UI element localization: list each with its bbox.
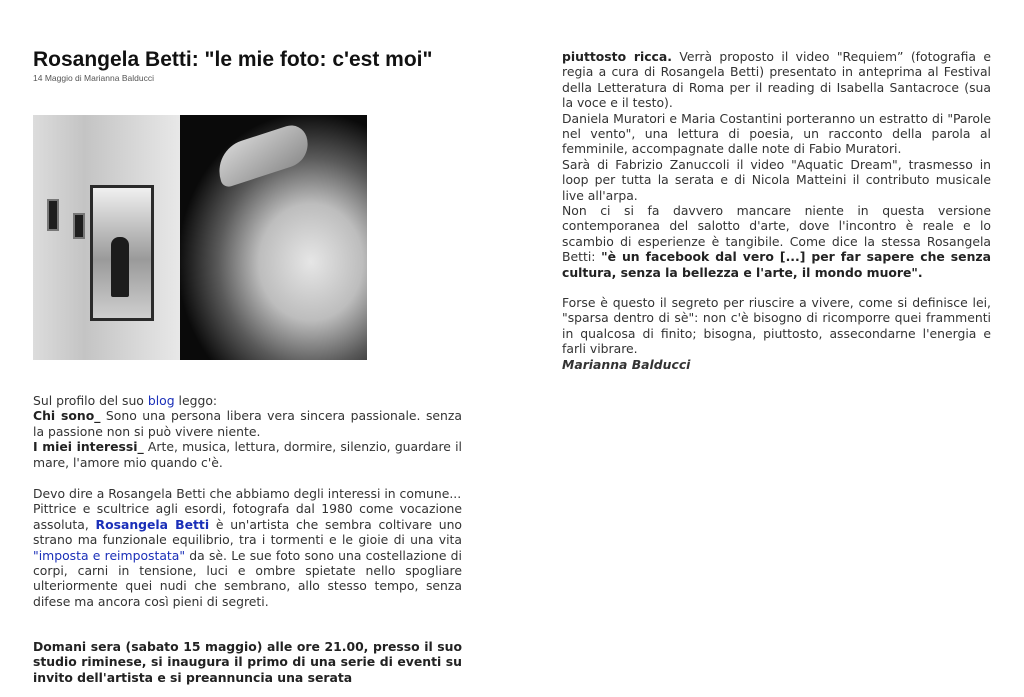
author-signature: Marianna Balducci [562,356,691,372]
article-photo [33,115,367,360]
blog-link[interactable]: blog [147,393,175,408]
paragraph-event: Domani sera (sabato 15 maggio) alle ore 21.00, presso il suo studio riminese, si inaugura il primo di una serie di eventi su invito dell'artista e si preannuncia una serata [33,639,462,685]
imposta-link[interactable]: "imposta e reimpostata" [33,547,186,563]
interessi-label: I miei interessi_ [33,439,144,455]
artist-link[interactable]: Rosangela Betti [95,516,210,532]
article-title: Rosangela Betti: "le mie foto: c'est moi" [33,48,433,71]
photo-figure [111,237,129,297]
paragraph-interessi: Devo dire a Rosangela Betti che abbiamo degli interessi in comune... Pittrice e scultrice agli esordi, fotografa dal 1980 come vocazione assoluta, Rosangela Betti è un'artista che sembra coltivare uno strano ma funzionale equilibrio, tra i tormenti e le gioie di una vita "imposta e reimpostata" da sè. Le sue foto sono una costellazione di corpi, carni in tensione, luci e ombre spietate nello spogliare ulteriormente quei nudi che sembrano, allo stesso tempo, senza difese ma ancora così pieni di segreti. [33,486,463,609]
paragraph-program: piuttosto ricca. Verrà proposto il video "Requiem” (fotografia e regia a cura di Rosangela Betti) presentato in anteprima al Festival della Letteratura di Roma per il reading di Isabella Santacroce (sua la voce e il testo). Daniela Muratori e Maria Costantini porteranno un estratto di "Parole nel vento", una lettura di poesia, un racconto della parola al femminile, accompagnate dalle note di Fabio Muratori. Sarà di Fabrizio Zanuccoli il video "Aquatic Dream", trasmesso in loop per tutta la serata e di Nicola Matteini il contributo musicale live all'arpa. Non ci si fa davvero mancare niente in questa versione contemporanea del salotto d'arte, dove l'incontro è reale e lo scambio di esperienze è tangibile. Come dice la stessa Rosangela Betti: "è un facebook dal vero [...] per far sapere che senza cultura, senza la bellezza e l'arte, il mondo muore". [562,49,991,280]
chi-sono-label: Chi sono_ [33,408,101,424]
paragraph-closing: Forse è questo il segreto per riuscire a vivere, come si definisce lei, "sparsa dentro di sè": non c'è bisogno di ricomporre quei frammenti in qualcosa di finito; bisogna, piuttosto, assecondarne l'energia e farli vibrare. Marianna Balducci [562,295,991,372]
photo-wall-frame [73,213,85,239]
paragraph-blog: Sul profilo del suo blog leggo: Chi sono_ Sono una persona libera vera sincera passionale. senza la passione non si può vivere niente. I miei interessi_ Arte, musica, lettura, dormire, silenzio, guardare il mare, l'amore mio quando c'è. [33,393,462,470]
article-byline: 14 Maggio di Marianna Balducci [33,73,154,83]
photo-wall-frame [47,199,59,231]
